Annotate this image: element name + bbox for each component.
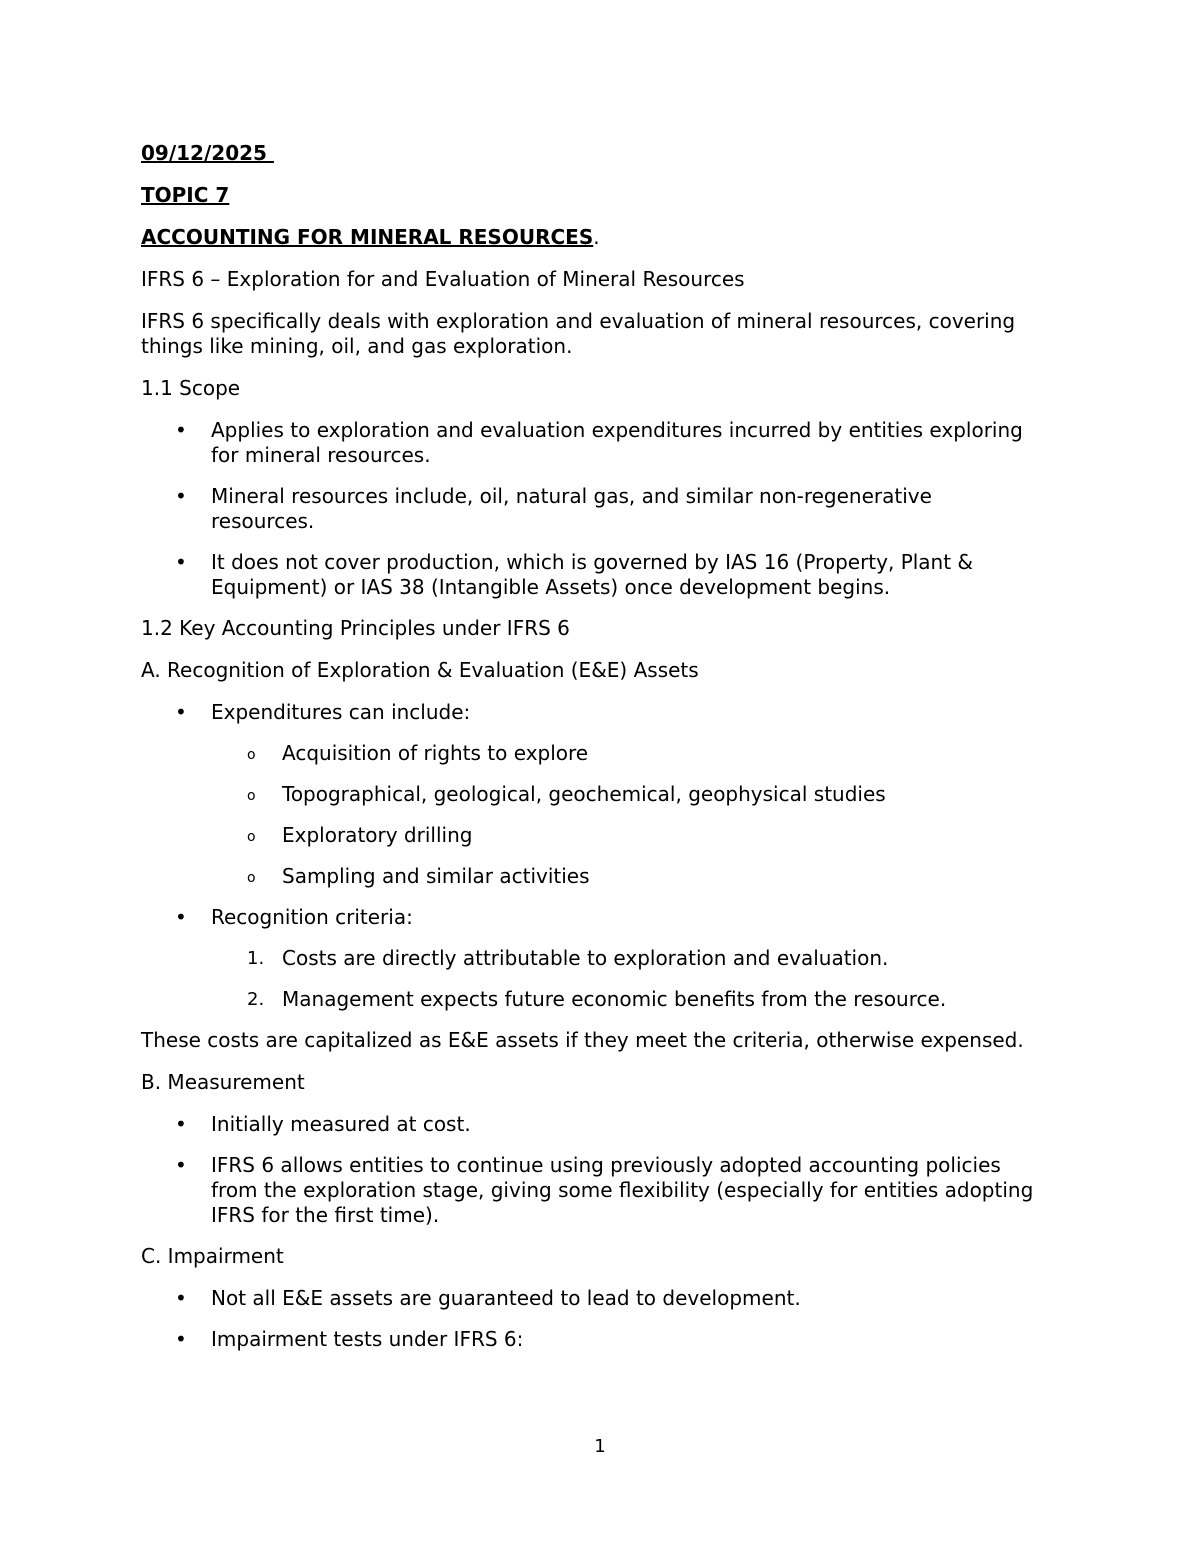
scope-title: 1.1 Scope [141,376,241,400]
bullet-icon: • [175,1327,187,1351]
list-item: • Mineral resources include, oil, natural gas, and similar non-regenerative resources. [175,484,932,533]
bullet-icon: • [175,1112,187,1136]
recognition-list [141,700,1041,725]
impairment-title: C. Impairment [141,1244,284,1268]
main-heading: ACCOUNTING FOR MINERAL RESOURCES. [141,225,600,249]
circle-bullet-icon: o [247,870,256,886]
bullet-icon: • [175,550,187,574]
recognition-conclusion: These costs are capitalized as E&E assets if they meet the criteria, otherwise expensed. [141,1028,1024,1052]
list-item: • Initially measured at cost. [175,1112,471,1136]
sub-list-item: o Sampling and similar activities [141,864,1041,889]
bullet-icon: • [175,1153,187,1177]
list-item: • Impairment tests under IFRS 6: [175,1327,524,1351]
list-item: • Not all E&E assets are guaranteed to lead to development. [175,1286,801,1310]
bullet-icon: • [175,905,187,929]
measurement-title: B. Measurement [141,1070,305,1094]
impairment-list [141,1286,1041,1352]
intro-paragraph: IFRS 6 specifically deals with exploration and evaluation of mineral resources, covering things like mining, oil, and gas exploration. [141,309,1016,358]
list-item: • IFRS 6 allows entities to continue using previously adopted accounting policies from the exploration stage, giving some flexibility (especially for entities adopting IFRS for the first time). [175,1153,1034,1227]
document-body [141,141,1041,1368]
recognition-title: A. Recognition of Exploration & Evaluation (E&E) Assets [141,658,699,682]
bullet-icon: • [175,484,187,508]
circle-bullet-icon: o [247,829,256,845]
list-item: • Recognition criteria: [175,905,413,929]
bullet-icon: • [175,1286,187,1310]
expenditures-sublist [141,741,1041,889]
sub-list-item: o Topographical, geological, geochemical, geophysical studies [141,782,1041,807]
principles-title: 1.2 Key Accounting Principles under IFRS 6 [141,616,570,640]
bullet-icon: • [175,418,187,442]
measurement-list [141,1112,1041,1228]
list-item: • Applies to exploration and evaluation expenditures incurred by entities exploring for mineral resources. [175,418,1023,467]
sub-list-item: o Exploratory drilling [141,823,1041,848]
bullet-icon: • [175,700,187,724]
numbered-item: 1. Costs are directly attributable to exploration and evaluation. [247,946,889,970]
criteria-list [141,905,1041,930]
standard-title: IFRS 6 – Exploration for and Evaluation of Mineral Resources [141,267,745,291]
list-item: • It does not cover production, which is governed by IAS 16 (Property, Plant & Equipment) or IAS 38 (Intangible Assets) once development begins. [175,550,974,599]
list-item: • Expenditures can include: [175,700,471,724]
circle-bullet-icon: o [247,788,256,804]
page-number: 1 [594,1436,606,1457]
date-line: 09/12/2025 [141,141,267,165]
scope-list [141,418,1041,600]
topic-heading: TOPIC 7 [141,183,230,207]
criteria-numbered-list [141,946,1041,1012]
circle-bullet-icon: o [247,747,256,763]
numbered-item: 2. Management expects future economic benefits from the resource. [247,987,947,1011]
sub-list-item: o Acquisition of rights to explore [141,741,1041,766]
